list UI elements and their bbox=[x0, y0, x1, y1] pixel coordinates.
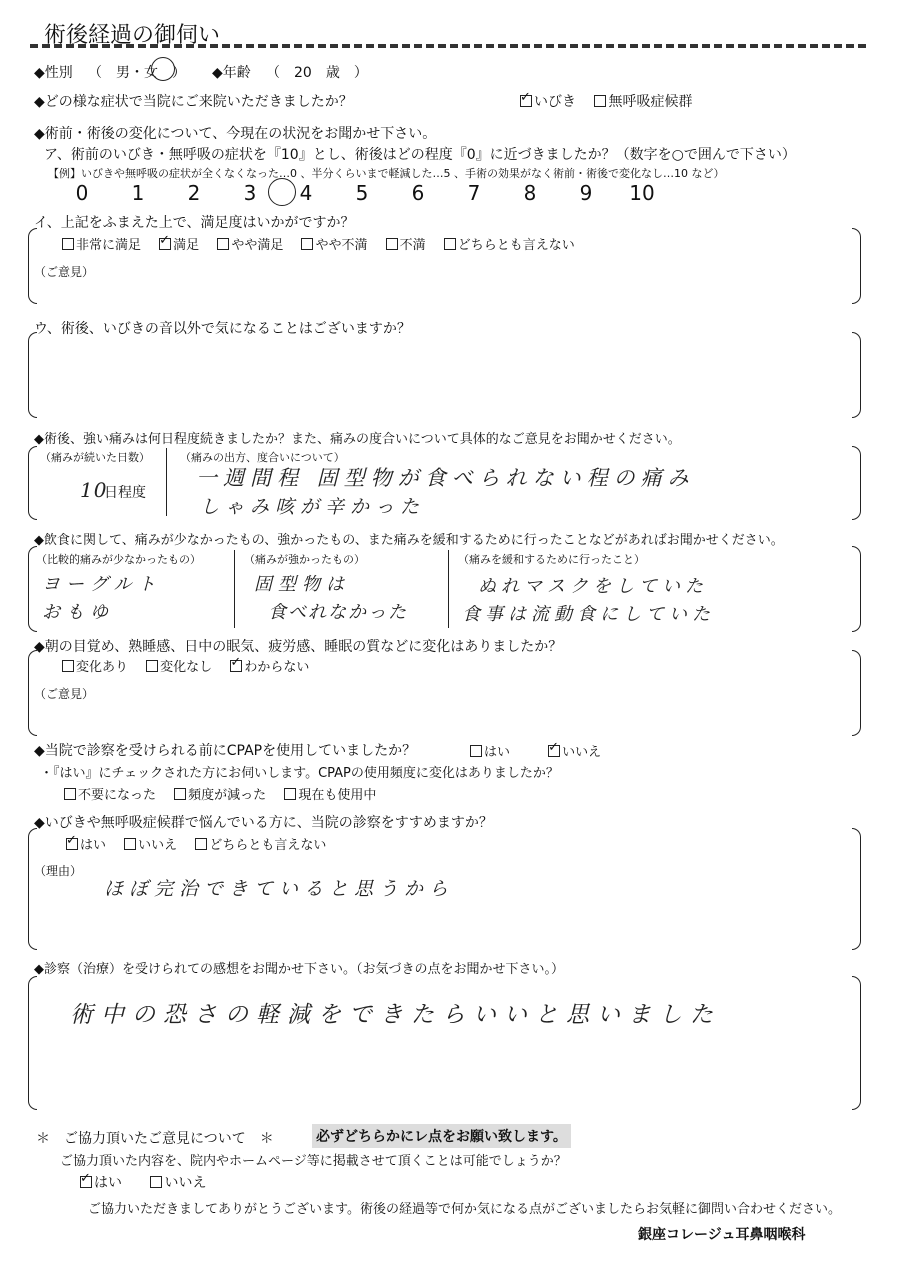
checkbox-checked-icon[interactable] bbox=[80, 1176, 92, 1188]
recommend-option[interactable] bbox=[66, 834, 106, 853]
recommend-question: ◆いびきや無呼吸症候群で悩んでいる方に、当院の診察をすすめますか？ bbox=[34, 815, 493, 831]
option-label: はい bbox=[94, 1175, 122, 1191]
footer-thanks: ご協力いただきましてありがとうございます。術後の経過等で何か気になる点がございましたらお気軽に御問い合わせください。 bbox=[88, 1202, 841, 1217]
age-label: ◆年齢 bbox=[212, 65, 251, 81]
recommend-reason-value: ほぼ完治できていると思うから bbox=[104, 878, 455, 900]
bracket-right bbox=[852, 650, 861, 736]
checkbox-icon[interactable] bbox=[470, 745, 482, 757]
bracket-left bbox=[28, 332, 37, 418]
option-label: 変化あり bbox=[76, 660, 129, 675]
scale-7[interactable]: 7 bbox=[467, 181, 481, 205]
pain-days-label: （痛みが続いた日数） bbox=[40, 451, 150, 464]
checkbox-icon[interactable] bbox=[146, 660, 158, 672]
option-label: はい bbox=[80, 838, 107, 853]
food-col3-label: （痛みを緩和するために行ったこと） bbox=[458, 553, 645, 566]
sleep-option[interactable] bbox=[146, 656, 212, 675]
scale-1[interactable]: 1 bbox=[131, 181, 145, 205]
cpap-option[interactable] bbox=[470, 741, 510, 760]
symptom-option-apnea[interactable] bbox=[594, 91, 692, 111]
checkbox-icon[interactable] bbox=[444, 238, 456, 250]
checkbox-icon[interactable] bbox=[64, 788, 76, 800]
consent-question: ご協力頂いた内容を、院内やホームページ等に掲載させて頂くことは可能でしょうか？ bbox=[60, 1154, 567, 1169]
satisfaction-options bbox=[62, 234, 589, 253]
checkbox-icon[interactable] bbox=[195, 838, 207, 850]
scale-8[interactable]: 8 bbox=[523, 181, 537, 205]
food-col1-line1: ヨーグルト bbox=[42, 574, 162, 595]
scale-3[interactable]: 3 bbox=[243, 181, 257, 205]
symptom-question: ◆どの様な症状で当院にご来院いただきましたか？ bbox=[34, 94, 353, 110]
scale-2[interactable]: 2 bbox=[187, 181, 201, 205]
option-label: わからない bbox=[244, 660, 310, 675]
food-col2-line1: 固型物は bbox=[254, 574, 350, 595]
bracket-right bbox=[852, 546, 861, 632]
option-label: いびき bbox=[534, 94, 576, 110]
satisfaction-option[interactable] bbox=[62, 234, 141, 253]
checkbox-icon[interactable] bbox=[62, 660, 74, 672]
symptom-option-snoring[interactable] bbox=[520, 91, 576, 111]
bracket-right bbox=[852, 446, 861, 520]
food-col3-line1: ぬれマスクをしていた bbox=[478, 576, 708, 597]
change-question: ◆術前・術後の変化について、今現在の状況をお聞かせ下さい。 bbox=[34, 126, 437, 142]
consent-options bbox=[80, 1172, 220, 1192]
food-col2-label: （痛みが強かったもの） bbox=[244, 553, 365, 566]
cpap-sub-option[interactable] bbox=[64, 784, 156, 803]
scale-selected-circle bbox=[268, 178, 296, 206]
divider bbox=[166, 448, 167, 516]
bracket-right bbox=[852, 976, 861, 1110]
satisfaction-option[interactable] bbox=[301, 234, 367, 253]
option-label: いいえ bbox=[562, 745, 602, 760]
bracket-left bbox=[28, 828, 37, 950]
pain-degree-line1: 一週間程 固型物が食べられない程の痛み bbox=[196, 466, 695, 490]
checkbox-checked-icon[interactable] bbox=[520, 95, 532, 107]
cpap-sub-option[interactable] bbox=[174, 784, 266, 803]
option-label: いいえ bbox=[138, 838, 178, 853]
food-col1-line2: おもゆ bbox=[42, 602, 114, 623]
bracket-left bbox=[28, 446, 37, 520]
divider bbox=[448, 550, 449, 628]
option-label: いいえ bbox=[164, 1175, 207, 1191]
sleep-question: ◆朝の目覚め、熟睡感、日中の眠気、疲労感、睡眠の質などに変化はありましたか？ bbox=[34, 639, 563, 655]
checkbox-icon[interactable] bbox=[174, 788, 186, 800]
footer-note-bold: 必ずどちらかにレ点をお願い致します。 bbox=[312, 1124, 571, 1148]
satisfaction-option[interactable] bbox=[217, 234, 283, 253]
pain-days-value: 10 bbox=[80, 478, 108, 502]
option-label: やや満足 bbox=[231, 238, 284, 253]
satisfaction-question: イ、上記をふまえた上で、満足度はいかがですか？ bbox=[34, 215, 355, 231]
title-rule bbox=[30, 44, 866, 48]
checkbox-icon[interactable] bbox=[124, 838, 136, 850]
checkbox-checked-icon[interactable] bbox=[548, 745, 560, 757]
impression-question: ◆診察（治療）を受けられての感想をお聞かせ下さい。（お気づきの点をお聞かせ下さい。） bbox=[34, 962, 564, 977]
bracket-left bbox=[28, 976, 37, 1110]
symptom-options bbox=[520, 91, 706, 111]
food-question: ◆飲食に関して、痛みが少なかったもの、強かったもの、また痛みを緩和するために行ったことなどがあればお聞かせください。 bbox=[34, 533, 784, 548]
checkbox-icon[interactable] bbox=[217, 238, 229, 250]
sex-circle bbox=[151, 57, 175, 81]
food-col2-line2: 食べれなかった bbox=[268, 602, 408, 623]
scale-9[interactable]: 9 bbox=[579, 181, 593, 205]
scale-4[interactable]: 4 bbox=[299, 181, 313, 205]
option-label: 現在も使用中 bbox=[298, 788, 377, 803]
cpap-options bbox=[470, 741, 615, 760]
sex-value: （ 男・女 ） bbox=[88, 65, 186, 81]
sex-label: ◆性別 bbox=[34, 65, 73, 81]
pain-days-unit: 日程度 bbox=[104, 485, 146, 501]
satisfaction-opinion-label: （ご意見） bbox=[34, 265, 95, 279]
option-label: 変化なし bbox=[160, 660, 213, 675]
cpap-sub-option[interactable] bbox=[284, 784, 376, 803]
bracket-right bbox=[852, 228, 861, 304]
sleep-option[interactable] bbox=[230, 656, 309, 675]
checkbox-checked-icon[interactable] bbox=[230, 660, 242, 672]
change-example: 【例】いびきや無呼吸の症状が全くなくなった…0 、半分くらいまで軽減した…5 、手術の効果がなく術前・術後で変化なし…10 など） bbox=[48, 167, 725, 180]
checkbox-icon[interactable] bbox=[386, 238, 398, 250]
consent-option-yes[interactable] bbox=[80, 1172, 122, 1192]
scale-5[interactable]: 5 bbox=[355, 181, 369, 205]
pain-question: ◆術後、強い痛みは何日程度続きましたか？また、痛みの度合いについて具体的なご意見をお聞かせください。 bbox=[34, 432, 681, 447]
option-label: 不満 bbox=[399, 238, 426, 253]
checkbox-icon[interactable] bbox=[301, 238, 313, 250]
page-title: 術後経過の御伺い bbox=[44, 23, 221, 48]
satisfaction-option[interactable] bbox=[444, 234, 575, 253]
age-value: （ 20 歳 ） bbox=[266, 65, 368, 81]
satisfaction-option[interactable] bbox=[159, 234, 199, 253]
recommend-options bbox=[66, 834, 340, 853]
food-col1-label: （比較的痛みが少なかったもの） bbox=[36, 553, 201, 566]
recommend-option[interactable] bbox=[124, 834, 177, 853]
bracket-right bbox=[852, 332, 861, 418]
bracket-right bbox=[852, 828, 861, 950]
clinic-name: 銀座コレージュ耳鼻咽喉科 bbox=[638, 1227, 806, 1243]
sleep-option[interactable] bbox=[62, 656, 128, 675]
cpap-question: ◆当院で診察を受けられる前にCPAPを使用していましたか？ bbox=[34, 743, 417, 759]
divider bbox=[234, 550, 235, 628]
recommend-option[interactable] bbox=[195, 834, 326, 853]
change-subquestion-a: ア、術前のいびき・無呼吸の症状を『10』とし、術後はどの程度『0』に近づきましたか？（数字を○で囲んで下さい） bbox=[44, 147, 796, 163]
food-col3-line2: 食事は流動食にしていた bbox=[462, 604, 715, 625]
option-label: どちらとも言えない bbox=[209, 838, 327, 853]
cpap-sub-options bbox=[64, 784, 390, 803]
scale-0[interactable]: 0 bbox=[75, 181, 89, 205]
scale-10[interactable]: 10 bbox=[629, 181, 655, 205]
checkbox-icon[interactable] bbox=[284, 788, 296, 800]
option-label: 頻度が減った bbox=[188, 788, 267, 803]
pain-degree-line2: しゃみ咳が辛かった bbox=[200, 496, 426, 518]
checkbox-checked-icon[interactable] bbox=[159, 238, 171, 250]
checkbox-checked-icon[interactable] bbox=[66, 838, 78, 850]
option-label: はい bbox=[484, 745, 511, 760]
recommend-reason-label: （理由） bbox=[34, 864, 83, 878]
option-label: 無呼吸症候群 bbox=[608, 94, 693, 110]
footer-note: ＊ ご協力頂いたご意見について ＊ bbox=[36, 1131, 274, 1147]
checkbox-icon[interactable] bbox=[150, 1176, 162, 1188]
pain-degree-label: （痛みの出方、度合いについて） bbox=[180, 451, 345, 464]
cpap-subquestion: ・『はい』にチェックされた方にお伺いします。CPAPの使用頻度に変化はありましたか？ bbox=[40, 766, 559, 781]
other-question: ウ、術後、いびきの音以外で気になることはございますか？ bbox=[34, 321, 411, 337]
checkbox-icon[interactable] bbox=[594, 95, 606, 107]
checkbox-icon[interactable] bbox=[62, 238, 74, 250]
option-label: 満足 bbox=[173, 238, 200, 253]
option-label: やや不満 bbox=[315, 238, 368, 253]
option-label: どちらとも言えない bbox=[457, 238, 575, 253]
cpap-option[interactable] bbox=[548, 741, 601, 760]
impression-value: 術中の恐さの軽減をできたらいいと思いました bbox=[70, 1002, 721, 1028]
option-label: 非常に満足 bbox=[76, 238, 142, 253]
satisfaction-option[interactable] bbox=[386, 234, 426, 253]
change-scale bbox=[54, 181, 670, 205]
option-label: 不要になった bbox=[78, 788, 157, 803]
scale-6[interactable]: 6 bbox=[411, 181, 425, 205]
consent-option-no[interactable] bbox=[150, 1172, 206, 1192]
sleep-opinion-label: （ご意見） bbox=[34, 687, 95, 701]
sleep-options bbox=[62, 656, 323, 675]
